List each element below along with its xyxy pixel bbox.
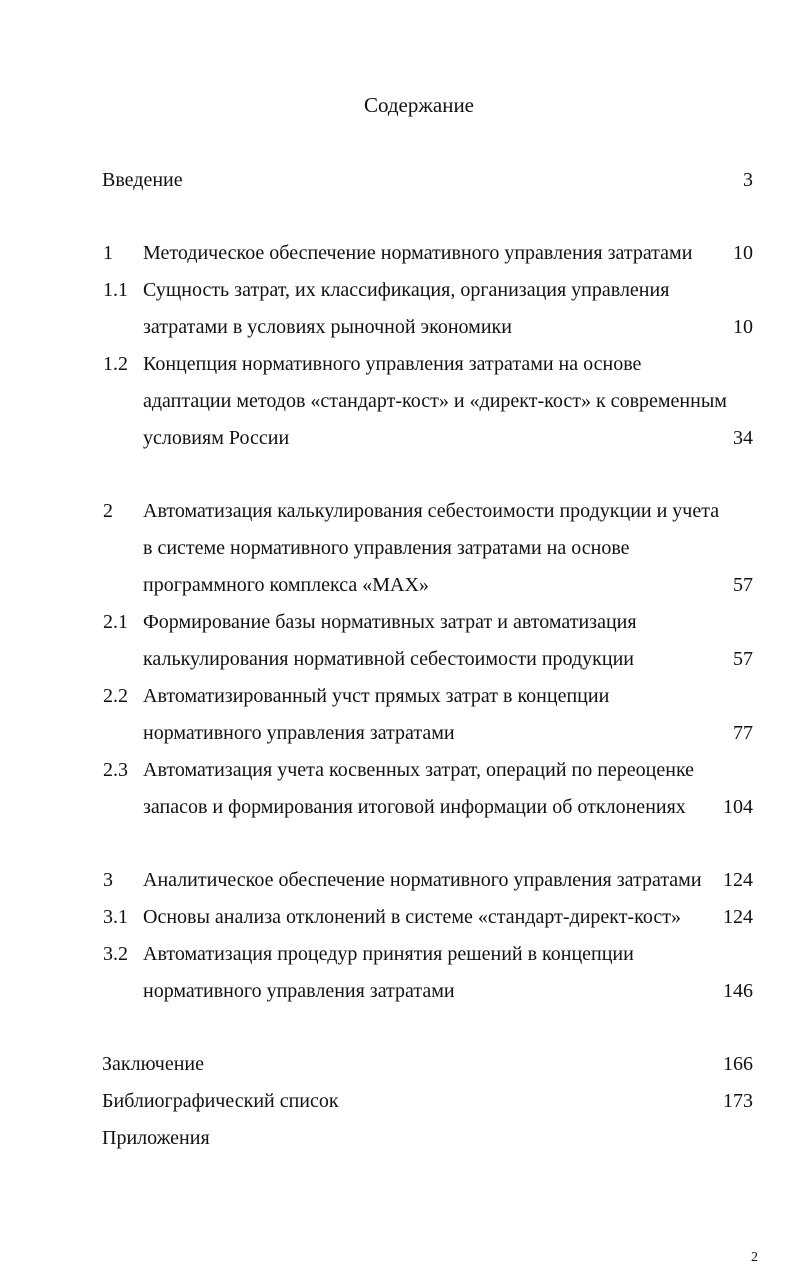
- toc-entry-text: Концепция нормативного управления затратами на основе: [143, 353, 642, 375]
- toc-entry-text: Введение: [102, 169, 183, 191]
- toc-entry-text: в системе нормативного управления затратами на основе: [143, 537, 630, 559]
- toc-entry-2-3-continued[interactable]: [0, 795, 797, 819]
- toc-page-number: 124: [723, 906, 753, 928]
- toc-entry-text: Формирование базы нормативных затрат и автоматизация: [143, 611, 637, 633]
- toc-page-number: 57: [733, 648, 753, 670]
- toc-entry-text: Методическое обеспечение нормативного управления затратами: [143, 242, 693, 264]
- toc-entry-text: Аналитическое обеспечение нормативного управления затратами: [143, 869, 702, 891]
- toc-section-number: 1.2: [103, 353, 128, 375]
- toc-entry-text: программного комплекса «МАХ»: [143, 574, 429, 596]
- page-number: 2: [751, 1250, 758, 1265]
- toc-entry-text: условиям России: [143, 427, 290, 449]
- toc-entry-text: Сущность затрат, их классификация, организация управления: [143, 279, 670, 301]
- toc-entry-appendices[interactable]: [0, 1126, 797, 1150]
- toc-section-number: 2: [103, 500, 113, 522]
- toc-entry-2-continued[interactable]: [0, 573, 797, 597]
- toc-entry-text: Автоматизированный учст прямых затрат в концепции: [143, 685, 610, 707]
- toc-entry-2-1-continued[interactable]: [0, 647, 797, 671]
- toc-section-number: 2.2: [103, 685, 128, 707]
- toc-entry-text: Библиографический список: [102, 1090, 339, 1112]
- toc-entry-1-1[interactable]: [0, 278, 797, 302]
- toc-entry-text: Автоматизация учета косвенных затрат, операций по переоценке: [143, 759, 695, 781]
- toc-section-number: 2.1: [103, 611, 128, 633]
- toc-page-number: 3: [743, 169, 753, 191]
- toc-page-number: 77: [733, 722, 753, 744]
- toc-entry-2-1[interactable]: [0, 610, 797, 634]
- toc-entry-2-3[interactable]: [0, 758, 797, 782]
- toc-page-number: 124: [723, 869, 753, 891]
- toc-section-number: 1: [103, 242, 113, 264]
- toc-section-number: 3.1: [103, 906, 128, 928]
- toc-entry-1-2-continued[interactable]: [0, 426, 797, 450]
- toc-page-number: 10: [733, 242, 753, 264]
- toc-page-number: 146: [723, 980, 753, 1002]
- toc-entry-2-2-continued[interactable]: [0, 721, 797, 745]
- toc-page-number: 57: [733, 574, 753, 596]
- toc-entry-text: адаптации методов «стандарт-кост» и «директ-кост» к современным: [143, 390, 727, 412]
- toc-entry-2[interactable]: [0, 499, 797, 523]
- toc-entry-introduction[interactable]: [0, 168, 797, 192]
- toc-entry-conclusion[interactable]: [0, 1052, 797, 1076]
- toc-entry-text: Основы анализа отклонений в системе «стандарт-директ-кост»: [143, 906, 681, 928]
- toc-entry-1-1-continued[interactable]: [0, 315, 797, 339]
- toc-entry-text: затратами в условиях рыночной экономики: [143, 316, 512, 338]
- toc-section-number: 3.2: [103, 943, 128, 965]
- toc-page-number: 104: [723, 796, 753, 818]
- toc-entry-bibliography[interactable]: [0, 1089, 797, 1113]
- toc-entry-text: нормативного управления затратами: [143, 980, 455, 1002]
- toc-page-number: 166: [723, 1053, 753, 1075]
- toc-entry-1-2-continued[interactable]: [0, 389, 797, 413]
- toc-section-number: 2.3: [103, 759, 128, 781]
- toc-entry-text: нормативного управления затратами: [143, 722, 455, 744]
- toc-entry-text: запасов и формирования итоговой информации об отклонениях: [143, 796, 686, 818]
- toc-entry-2-2[interactable]: [0, 684, 797, 708]
- toc-entry-3[interactable]: [0, 868, 797, 892]
- toc-page-number: 34: [733, 427, 753, 449]
- toc-entry-text: Автоматизация процедур принятия решений в концепции: [143, 943, 634, 965]
- toc-page-number: 10: [733, 316, 753, 338]
- toc-entry-3-2-continued[interactable]: [0, 979, 797, 1003]
- toc-entry-3-2[interactable]: [0, 942, 797, 966]
- toc-entry-text: Автоматизация калькулирования себестоимости продукции и учета: [143, 500, 720, 522]
- toc-entry-text: Приложения: [102, 1127, 210, 1149]
- toc-entry-1[interactable]: [0, 241, 797, 265]
- toc-page-number: 173: [723, 1090, 753, 1112]
- toc-entry-1-2[interactable]: [0, 352, 797, 376]
- toc-entry-text: Заключение: [102, 1053, 204, 1075]
- page-title: Содержание: [363, 93, 475, 117]
- toc-entry-text: калькулирования нормативной себестоимости продукции: [143, 648, 634, 670]
- toc-section-number: 3: [103, 869, 113, 891]
- toc-section-number: 1.1: [103, 279, 128, 301]
- toc-entry-2-continued[interactable]: [0, 536, 797, 560]
- toc-entry-3-1[interactable]: [0, 905, 797, 929]
